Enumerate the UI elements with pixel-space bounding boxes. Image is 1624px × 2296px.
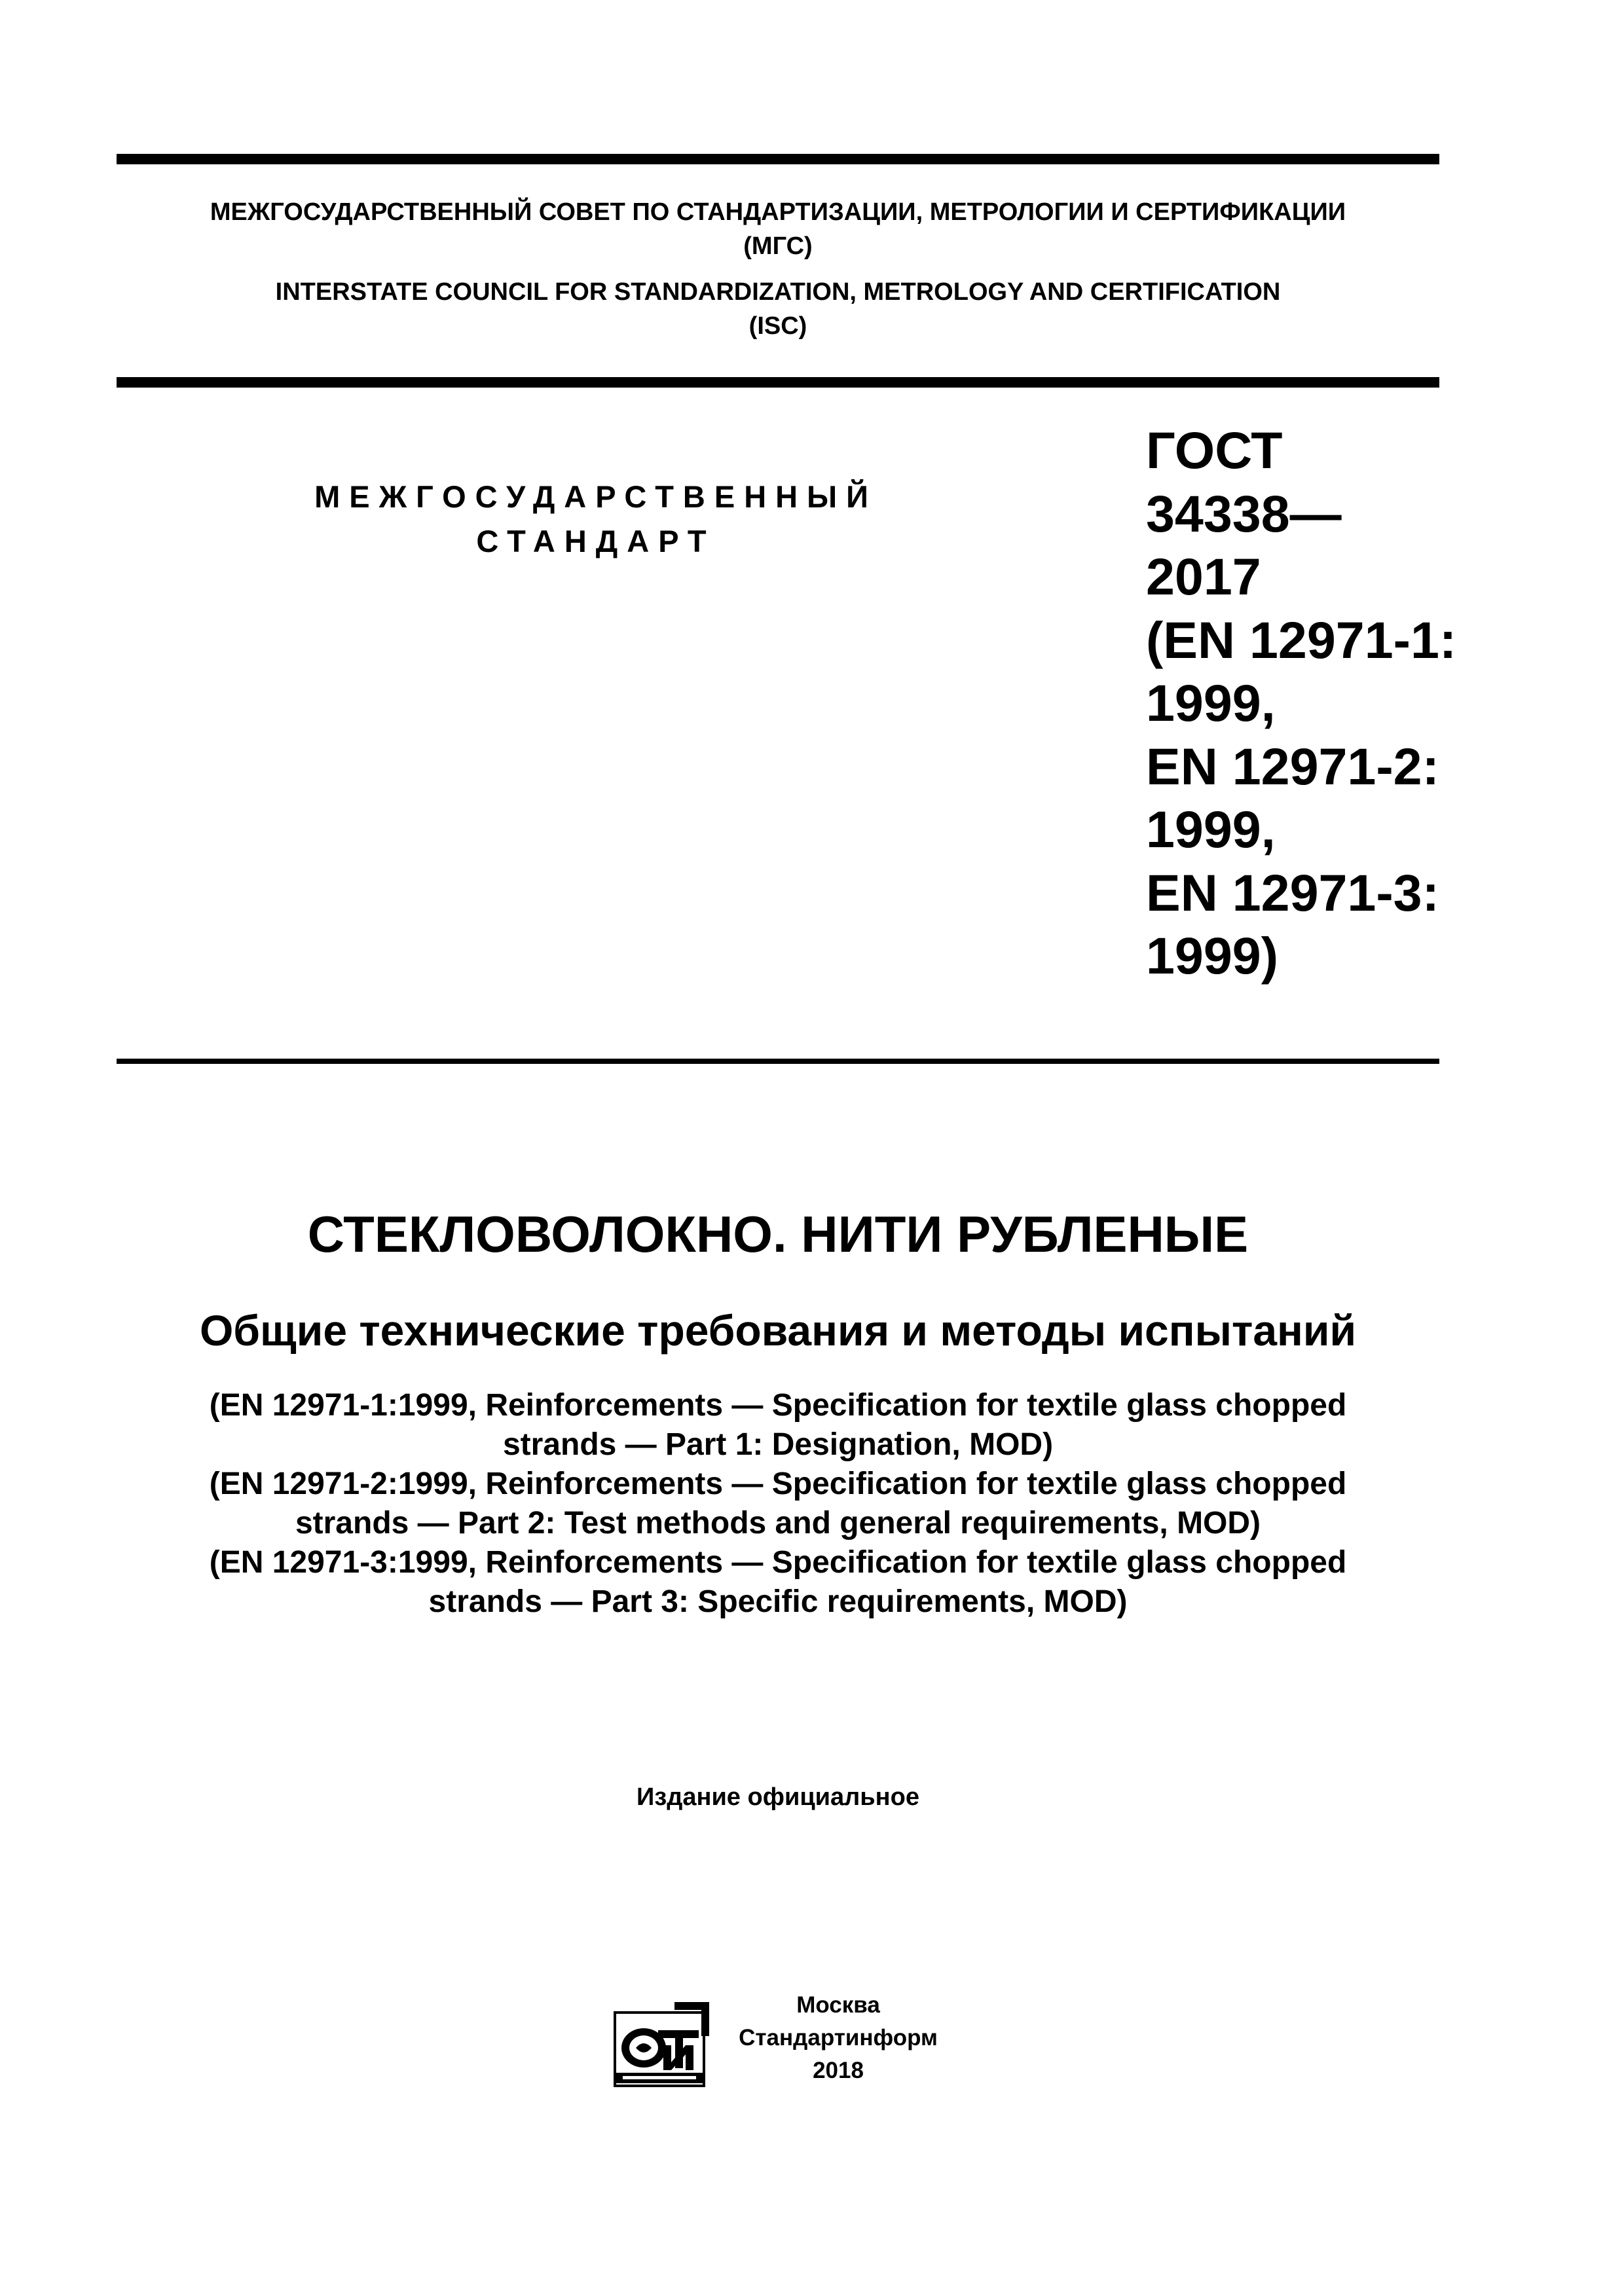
reference-line: (EN 12971-1:1999, Reinforcements — Specification for textile glass chopped	[209, 1388, 1347, 1423]
designation-line: 34338—	[1146, 484, 1342, 543]
standard-type-line2: СТАНДАРТ	[476, 524, 716, 558]
designation-line: 1999,	[1146, 674, 1276, 732]
publisher-block	[707, 1989, 969, 2087]
standartinform-logo-icon	[612, 1999, 712, 2089]
council-en-name: INTERSTATE COUNCIL FOR STANDARDIZATION, METROLOGY AND CERTIFICATION	[275, 278, 1281, 306]
designation-line: EN 12971-2:	[1146, 737, 1439, 795]
en-references	[117, 1386, 1439, 1622]
reference-line: (EN 12971-2:1999, Reinforcements — Specification for textile glass chopped	[209, 1467, 1347, 1501]
reference-line: strands — Part 2: Test methods and general requirements, MOD)	[295, 1506, 1261, 1540]
council-ru-name: МЕЖГОСУДАРСТВЕННЫЙ СОВЕТ ПО СТАНДАРТИЗАЦИИ, МЕТРОЛОГИИ И СЕРТИФИКАЦИИ	[210, 198, 1346, 226]
publisher-year: 2018	[813, 2058, 864, 2083]
top-rule	[117, 154, 1439, 164]
publisher-city: Москва	[796, 1992, 880, 2018]
document-title: СТЕКЛОВОЛОКНО. НИТИ РУБЛЕНЫЕ	[307, 1205, 1249, 1263]
designation-line: 1999,	[1146, 800, 1276, 858]
designation-line: (EN 12971-1:	[1146, 610, 1457, 669]
designation-line: ГОСТ	[1146, 421, 1283, 479]
middle-rule	[117, 377, 1439, 388]
council-en-abbr: (ISC)	[748, 312, 807, 340]
designation-line: 1999)	[1146, 926, 1279, 985]
reference-line: strands — Part 1: Designation, MOD)	[502, 1427, 1054, 1462]
publisher-name: Стандартинформ	[739, 2025, 938, 2050]
gost-designation	[1146, 419, 1457, 988]
council-ru	[117, 195, 1439, 263]
designation-line: EN 12971-3:	[1146, 863, 1439, 922]
designation-line: 2017	[1146, 547, 1261, 606]
reference-line: (EN 12971-3:1999, Reinforcements — Specification for textile glass chopped	[209, 1545, 1347, 1580]
council-ru-abbr: (МГС)	[743, 232, 813, 260]
bottom-rule	[117, 1059, 1439, 1064]
document-subtitle: Общие технические требования и методы испытаний	[199, 1306, 1357, 1355]
council-en	[117, 275, 1439, 343]
standard-type	[268, 475, 923, 564]
edition-label: Издание официальное	[637, 1783, 919, 1811]
reference-line: strands — Part 3: Specific requirements, MOD)	[428, 1584, 1128, 1619]
standard-type-line1: МЕЖГОСУДАРСТВЕННЫЙ	[314, 479, 877, 514]
